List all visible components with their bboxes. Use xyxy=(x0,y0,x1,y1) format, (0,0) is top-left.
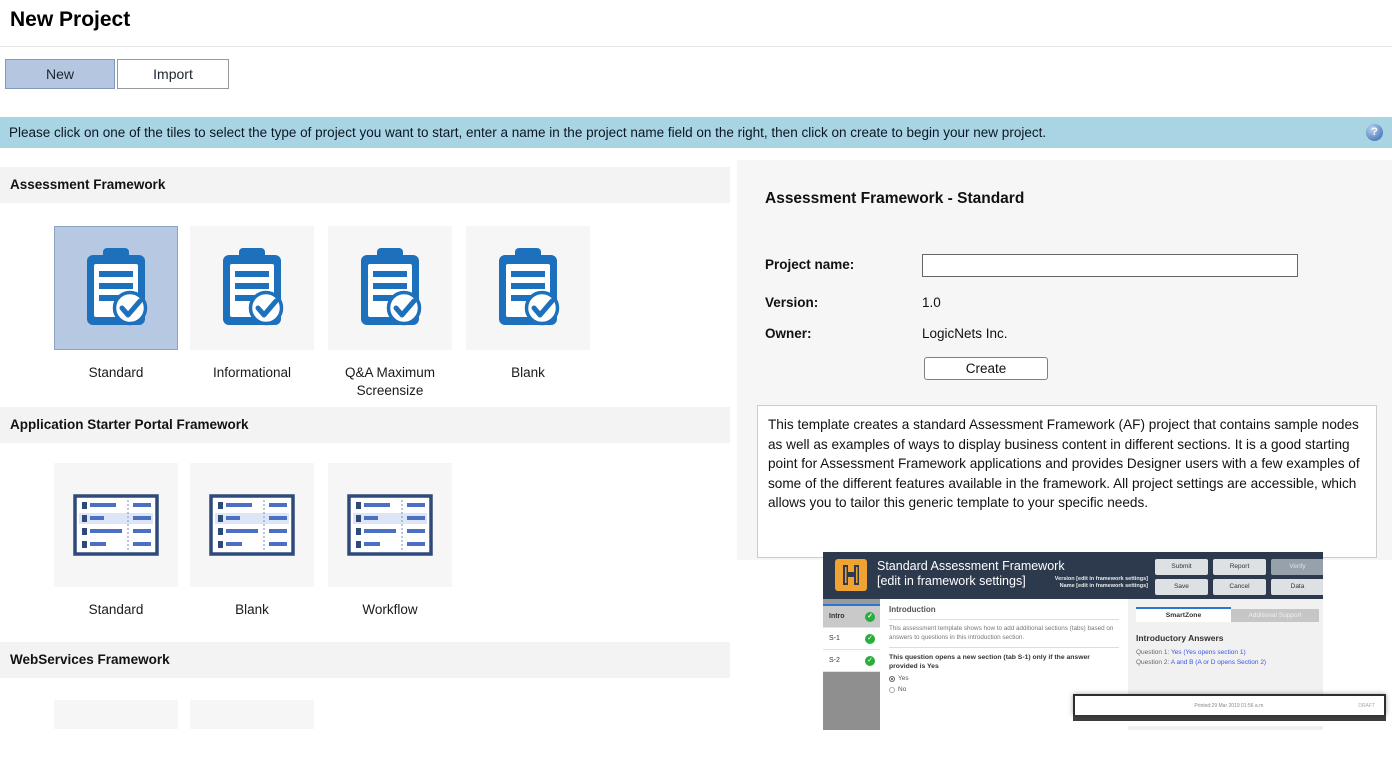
preview-app-header xyxy=(823,552,1323,599)
preview-print-header xyxy=(1073,694,1386,715)
clipboard-check-icon xyxy=(219,246,285,330)
tab-new[interactable]: New xyxy=(5,59,115,89)
tile-asp-blank[interactable] xyxy=(190,463,314,587)
preview-q2-answer-link: A and B (A or D opens Section 2) xyxy=(1170,659,1267,666)
section-title: WebServices Framework xyxy=(10,652,170,667)
tile-asp-standard[interactable] xyxy=(54,463,178,587)
preview-intro-title: Introduction xyxy=(889,605,1119,620)
preview-radio-label: No xyxy=(898,686,907,693)
portal-list-icon xyxy=(73,494,159,556)
tile-af-qa-maximum-screensize[interactable] xyxy=(328,226,452,350)
tile-asp-workflow[interactable] xyxy=(328,463,452,587)
owner-label: Owner: xyxy=(765,326,812,341)
check-circle-icon: ✓ xyxy=(865,612,875,622)
version-label: Version: xyxy=(765,295,819,310)
tile-label: Q&A Maximum Screensize xyxy=(344,365,436,398)
logicnets-logo-icon xyxy=(835,559,867,591)
preview-submit-button: Submit xyxy=(1155,559,1208,575)
tile-af-standard[interactable] xyxy=(54,226,178,350)
preview-print-popup xyxy=(1073,694,1386,726)
preview-version-note: Version [edit in framework settings] xyxy=(1054,576,1148,582)
preview-answers-title: Introductory Answers xyxy=(1136,633,1224,643)
preview-radio-no xyxy=(889,686,1119,693)
radio-selected-icon xyxy=(889,676,895,682)
create-button[interactable]: Create xyxy=(924,357,1048,380)
owner-value: LogicNets Inc. xyxy=(922,326,1008,341)
preview-radio-label: Yes xyxy=(898,675,909,682)
template-description: This template creates a standard Assessment Framework (AF) project that contains sample nodes as well as examples of ways to display business content in different sections. It is a good starting point for Assessment Framework applications and provides Designer users with a few examples of some of the different features available in the framework. All project settings are accessible, which allows you to tailor this generic template to your specific needs. xyxy=(757,405,1377,558)
instruction-text: Please click on one of the tiles to select the type of project you want to start, enter a name in the project name field on the right, then click on create to begin your new project. xyxy=(9,125,1047,140)
preview-print-body xyxy=(1073,721,1386,726)
details-title: Assessment Framework - Standard xyxy=(765,190,1025,207)
preview-sidebar xyxy=(823,599,880,730)
check-circle-icon: ✓ xyxy=(865,656,875,666)
preview-sidebar-item-intro xyxy=(823,606,880,628)
radio-unselected-icon xyxy=(889,687,895,693)
tile-label: Informational xyxy=(212,365,292,380)
preview-tab-additional-support: Additional Support xyxy=(1231,609,1319,622)
preview-printed-timestamp: Printed:29 Mar 2019 01:56 a.m. xyxy=(1194,703,1265,709)
preview-version-notes xyxy=(998,576,1148,590)
preview-question2-line xyxy=(1136,659,1266,666)
preview-q2-label: Question 2: xyxy=(1136,659,1171,666)
header-divider xyxy=(0,46,1392,47)
preview-sidebar-item-s1 xyxy=(823,628,880,650)
preview-save-button: Save xyxy=(1155,579,1208,595)
preview-data-button: Data xyxy=(1271,579,1323,595)
section-header-application-starter-portal xyxy=(0,407,730,443)
version-value: 1.0 xyxy=(922,295,941,310)
tile-ws-partial[interactable] xyxy=(54,700,178,729)
help-question-icon[interactable]: ? xyxy=(1366,124,1383,141)
section-title: Application Starter Portal Framework xyxy=(10,417,249,432)
preview-sidebar-tabstrip xyxy=(823,599,880,606)
preview-app-subtitle: [edit in framework settings] xyxy=(877,574,1026,588)
tile-af-informational[interactable] xyxy=(190,226,314,350)
preview-app-title: Standard Assessment Framework xyxy=(877,559,1065,573)
tile-label: Workflow xyxy=(362,602,418,617)
page-title: New Project xyxy=(10,8,131,31)
preview-intro-text: This assessment template shows how to add additional sections (tabs) based on answers to questions in this introduction section. xyxy=(889,620,1119,648)
clipboard-check-icon xyxy=(357,246,423,330)
section-title: Assessment Framework xyxy=(10,177,166,192)
preview-sidebar-label: S-1 xyxy=(829,635,840,642)
preview-draft-watermark: DRAFT xyxy=(1358,703,1375,709)
project-name-input[interactable] xyxy=(922,254,1298,277)
tile-ws-partial[interactable] xyxy=(190,700,314,729)
preview-report-button: Report xyxy=(1213,559,1266,575)
tab-import[interactable]: Import xyxy=(117,59,229,89)
preview-tab-smartzone: SmartZone xyxy=(1136,607,1231,622)
portal-list-icon xyxy=(347,494,433,556)
preview-sidebar-label: Intro xyxy=(829,613,845,620)
preview-sidebar-label: S-2 xyxy=(829,657,840,664)
preview-name-note: Name [edit in framework settings] xyxy=(1059,583,1148,589)
tile-label: Standard xyxy=(88,365,144,380)
clipboard-check-icon xyxy=(83,246,149,330)
preview-sidebar-item-s2 xyxy=(823,650,880,672)
tile-af-blank[interactable] xyxy=(466,226,590,350)
tile-label: Standard xyxy=(88,602,144,617)
tile-label: Blank xyxy=(235,602,269,617)
preview-q1-answer-link: Yes (Yes opens section 1) xyxy=(1170,649,1246,656)
preview-question-text: This question opens a new section (tab S-1) only if the answer provided is Yes xyxy=(889,654,1090,670)
preview-verify-button: Verify xyxy=(1271,559,1323,575)
section-header-assessment-framework xyxy=(0,167,730,203)
check-circle-icon: ✓ xyxy=(865,634,875,644)
instruction-banner xyxy=(0,117,1392,148)
project-name-label: Project name: xyxy=(765,257,855,272)
template-preview-image xyxy=(823,552,1375,730)
preview-radio-yes xyxy=(889,675,1119,682)
preview-q1-label: Question 1: xyxy=(1136,649,1171,656)
clipboard-check-icon xyxy=(495,246,561,330)
preview-cancel-button: Cancel xyxy=(1213,579,1266,595)
tile-label: Blank xyxy=(511,365,545,380)
portal-list-icon xyxy=(209,494,295,556)
preview-question1-line xyxy=(1136,649,1246,656)
section-header-webservices-framework xyxy=(0,642,730,678)
